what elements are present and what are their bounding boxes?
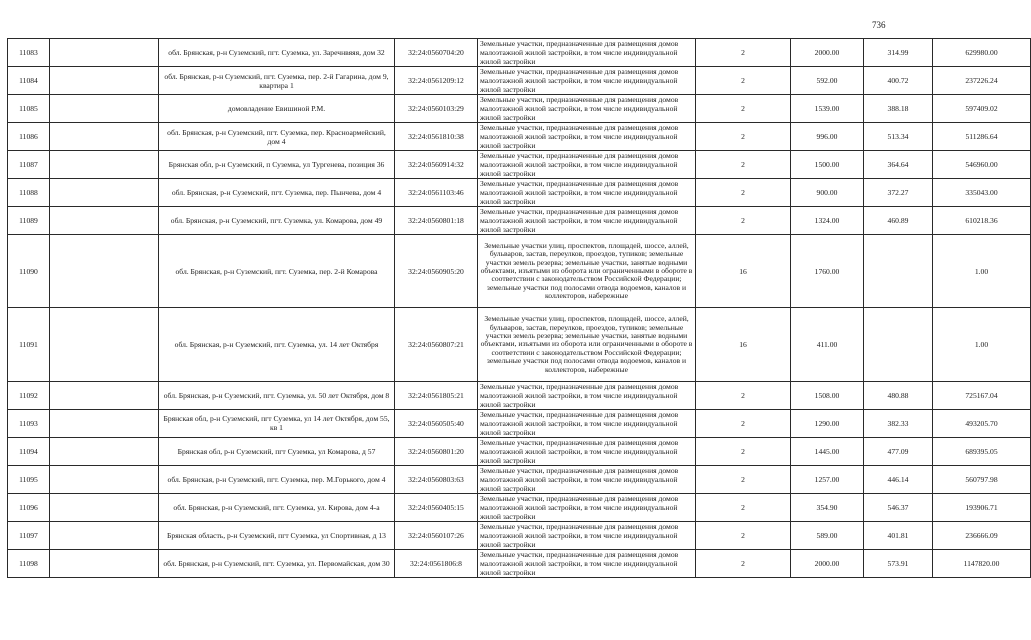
specific-value — [864, 308, 933, 381]
table-row — [8, 179, 1031, 207]
address-cell: обл. Брянская, р-н Суземский, пгт. Суземка, пер. 2-й Комарова — [159, 235, 395, 308]
record-number: 11087 — [8, 151, 50, 179]
address-cell: Брянская обл, р-н Суземский, пгт Суземка, ул Комарова, д 57 — [159, 437, 395, 465]
cadastral-number: 32:24:0561805:21 — [395, 381, 478, 409]
cadastral-value: 560797.98 — [933, 465, 1031, 493]
land-purpose: Земельные участки, предназначенные для размещения домов малоэтажной жилой застройки, в том числе индивидуальной жилой застройки — [478, 465, 696, 493]
cadastral-number: 32:24:0561103:46 — [395, 179, 478, 207]
address-cell: обл. Брянская, р-н Суземский, пгт. Суземка, пер. Пынчева, дом 4 — [159, 179, 395, 207]
group-code: 16 — [696, 308, 791, 381]
specific-value: 372.27 — [864, 179, 933, 207]
table-row — [8, 549, 1031, 577]
group-code: 2 — [696, 151, 791, 179]
cadastral-number: 32:24:0560801:18 — [395, 207, 478, 235]
cadastral-value: 511286.64 — [933, 123, 1031, 151]
cadastral-value: 629980.00 — [933, 39, 1031, 67]
empty-cell — [50, 95, 159, 123]
group-code: 2 — [696, 123, 791, 151]
land-area: 1290.00 — [791, 409, 864, 437]
group-code: 2 — [696, 549, 791, 577]
record-number: 11090 — [8, 235, 50, 308]
land-purpose: Земельные участки, предназначенные для размещения домов малоэтажной жилой застройки, в том числе индивидуальной жилой застройки — [478, 179, 696, 207]
group-code: 16 — [696, 235, 791, 308]
specific-value: 480.88 — [864, 381, 933, 409]
specific-value: 446.14 — [864, 465, 933, 493]
group-code: 2 — [696, 437, 791, 465]
cadastral-number: 32:24:0560803:63 — [395, 465, 478, 493]
land-area: 1324.00 — [791, 207, 864, 235]
land-purpose: Земельные участки, предназначенные для размещения домов малоэтажной жилой застройки, в том числе индивидуальной жилой застройки — [478, 521, 696, 549]
table-row — [8, 95, 1031, 123]
specific-value: 477.09 — [864, 437, 933, 465]
group-code: 2 — [696, 95, 791, 123]
empty-cell — [50, 179, 159, 207]
table-row — [8, 521, 1031, 549]
table-row — [8, 308, 1031, 381]
land-area: 411.00 — [791, 308, 864, 381]
cadastral-value: 689395.05 — [933, 437, 1031, 465]
cadastral-number: 32:24:0560905:20 — [395, 235, 478, 308]
specific-value: 513.34 — [864, 123, 933, 151]
table-body — [8, 39, 1031, 578]
table-row — [8, 437, 1031, 465]
empty-cell — [50, 409, 159, 437]
group-code: 2 — [696, 179, 791, 207]
table-row — [8, 207, 1031, 235]
empty-cell — [50, 207, 159, 235]
cadastral-value: 597409.02 — [933, 95, 1031, 123]
land-area: 1445.00 — [791, 437, 864, 465]
empty-cell — [50, 381, 159, 409]
table-row — [8, 123, 1031, 151]
record-number: 11096 — [8, 493, 50, 521]
specific-value: 460.89 — [864, 207, 933, 235]
record-number: 11094 — [8, 437, 50, 465]
cadastral-number: 32:24:0561806:8 — [395, 549, 478, 577]
land-purpose: Земельные участки, предназначенные для размещения домов малоэтажной жилой застройки, в том числе индивидуальной жилой застройки — [478, 123, 696, 151]
cadastral-number: 32:24:0560801:20 — [395, 437, 478, 465]
record-number: 11093 — [8, 409, 50, 437]
empty-cell — [50, 123, 159, 151]
cadastral-number: 32:24:0560704:20 — [395, 39, 478, 67]
cadastral-value: 493205.70 — [933, 409, 1031, 437]
land-purpose: Земельные участки, предназначенные для размещения домов малоэтажной жилой застройки, в том числе индивидуальной жилой застройки — [478, 39, 696, 67]
land-purpose: Земельные участки, предназначенные для размещения домов малоэтажной жилой застройки, в том числе индивидуальной жилой застройки — [478, 549, 696, 577]
land-area: 589.00 — [791, 521, 864, 549]
address-cell: обл. Брянская, р-н Суземский, пгт. Суземка, ул. Заречнвяяя, дом 32 — [159, 39, 395, 67]
cadastral-value: 236666.09 — [933, 521, 1031, 549]
table-row — [8, 67, 1031, 95]
land-purpose: Земельные участки, предназначенные для размещения домов малоэтажной жилой застройки, в том числе индивидуальной жилой застройки — [478, 409, 696, 437]
address-cell: Брянская обл, р-н Суземский, пгт Суземка, ул 14 лет Октября, дом 55, кв 1 — [159, 409, 395, 437]
table-row — [8, 381, 1031, 409]
address-cell: обл. Брянская, р-н Суземский, пгт. Суземка, пер. М.Горького, дом 4 — [159, 465, 395, 493]
specific-value: 364.64 — [864, 151, 933, 179]
land-purpose: Земельные участки, предназначенные для размещения домов малоэтажной жилой застройки, в том числе индивидуальной жилой застройки — [478, 151, 696, 179]
land-area: 354.90 — [791, 493, 864, 521]
cadastral-value: 1147820.00 — [933, 549, 1031, 577]
cadastral-number: 32:24:0560107:26 — [395, 521, 478, 549]
cadastral-number: 32:24:0560505:40 — [395, 409, 478, 437]
record-number: 11086 — [8, 123, 50, 151]
cadastral-number: 32:24:0560405:15 — [395, 493, 478, 521]
empty-cell — [50, 437, 159, 465]
land-area: 1257.00 — [791, 465, 864, 493]
address-cell: обл. Брянская, р-н Суземский, пгт. Суземка, ул. 50 лет Октября, дом 8 — [159, 381, 395, 409]
table-row — [8, 409, 1031, 437]
empty-cell — [50, 67, 159, 95]
cadastral-value: 610218.36 — [933, 207, 1031, 235]
cadastral-value: 193906.71 — [933, 493, 1031, 521]
address-cell: обл. Брянская, р-н Суземский, пгт. Суземка, ул. Первомайская, дом 30 — [159, 549, 395, 577]
empty-cell — [50, 151, 159, 179]
land-area: 996.00 — [791, 123, 864, 151]
group-code: 2 — [696, 493, 791, 521]
land-purpose: Земельные участки, предназначенные для размещения домов малоэтажной жилой застройки, в том числе индивидуальной жилой застройки — [478, 67, 696, 95]
empty-cell — [50, 493, 159, 521]
land-purpose: Земельные участки, предназначенные для размещения домов малоэтажной жилой застройки, в том числе индивидуальной жилой застройки — [478, 493, 696, 521]
record-number: 11091 — [8, 308, 50, 381]
specific-value: 388.18 — [864, 95, 933, 123]
address-cell: домовладение Евишиной Р.М. — [159, 95, 395, 123]
record-number: 11088 — [8, 179, 50, 207]
land-area: 900.00 — [791, 179, 864, 207]
specific-value: 401.81 — [864, 521, 933, 549]
land-purpose: Земельные участки, предназначенные для размещения домов малоэтажной жилой застройки, в том числе индивидуальной жилой застройки — [478, 207, 696, 235]
specific-value: 400.72 — [864, 67, 933, 95]
group-code: 2 — [696, 465, 791, 493]
group-code: 2 — [696, 409, 791, 437]
land-purpose: Земельные участки улиц, проспектов, площадей, шоссе, аллей, бульваров, застав, переулков, проездов, тупиков; земельные участки земель резерва; земельные участки, занятые водными объектами, изъятыми из оборота или ограниченными в обороте в соответствии с законодательством Российской Федерации; земельные участки под полосами отвода водоемов, каналов и коллекторов, набережные — [478, 235, 696, 308]
address-cell: обл. Брянская, р-н Суземский, пгт. Суземка, ул. Кирова, дом 4-а — [159, 493, 395, 521]
empty-cell — [50, 521, 159, 549]
cadastral-number: 32:24:0560914:32 — [395, 151, 478, 179]
table-row — [8, 39, 1031, 67]
page-number: 736 — [872, 20, 886, 30]
address-cell: Брянская обл, р-н Суземский, п Суземка, ул Тургенева, позиция 36 — [159, 151, 395, 179]
group-code: 2 — [696, 39, 791, 67]
cadastral-number: 32:24:0561209:12 — [395, 67, 478, 95]
specific-value: 314.99 — [864, 39, 933, 67]
table-row — [8, 151, 1031, 179]
land-purpose: Земельные участки, предназначенные для размещения домов малоэтажной жилой застройки, в том числе индивидуальной жилой застройки — [478, 95, 696, 123]
record-number: 11098 — [8, 549, 50, 577]
specific-value: 382.33 — [864, 409, 933, 437]
group-code: 2 — [696, 67, 791, 95]
specific-value: 546.37 — [864, 493, 933, 521]
cadastral-value: 1.00 — [933, 308, 1031, 381]
land-area: 1539.00 — [791, 95, 864, 123]
land-area: 1500.00 — [791, 151, 864, 179]
address-cell: обл. Брянская, р-н Суземский, пгт. Суземка, пер. 2-й Гагарина, дом 9, квартира 1 — [159, 67, 395, 95]
specific-value: 573.91 — [864, 549, 933, 577]
land-area: 2000.00 — [791, 39, 864, 67]
empty-cell — [50, 549, 159, 577]
cadastral-number: 32:24:0561810:38 — [395, 123, 478, 151]
address-cell: обл. Брянская, р-н Суземский, пгт. Суземка, ул. Комарова, дом 49 — [159, 207, 395, 235]
address-cell: обл. Брянская, р-н Суземский, пгт. Суземка, ул. 14 лет Октября — [159, 308, 395, 381]
record-number: 11084 — [8, 67, 50, 95]
cadastral-number: 32:24:0560103:29 — [395, 95, 478, 123]
cadastral-value-table — [7, 38, 1031, 578]
cadastral-number: 32:24:0560807:21 — [395, 308, 478, 381]
group-code: 2 — [696, 521, 791, 549]
record-number: 11097 — [8, 521, 50, 549]
record-number: 11089 — [8, 207, 50, 235]
cadastral-value: 237226.24 — [933, 67, 1031, 95]
cadastral-value: 1.00 — [933, 235, 1031, 308]
address-cell: обл. Брянская, р-н Суземский, пгт. Суземка, пер. Красноармейский, дом 4 — [159, 123, 395, 151]
cadastral-value: 335043.00 — [933, 179, 1031, 207]
record-number: 11092 — [8, 381, 50, 409]
cadastral-value: 725167.04 — [933, 381, 1031, 409]
land-area: 592.00 — [791, 67, 864, 95]
land-area: 1508.00 — [791, 381, 864, 409]
table-row — [8, 235, 1031, 308]
specific-value — [864, 235, 933, 308]
empty-cell — [50, 308, 159, 381]
record-number: 11095 — [8, 465, 50, 493]
cadastral-value: 546960.00 — [933, 151, 1031, 179]
group-code: 2 — [696, 381, 791, 409]
land-area: 1760.00 — [791, 235, 864, 308]
table-row — [8, 493, 1031, 521]
group-code: 2 — [696, 207, 791, 235]
land-area: 2000.00 — [791, 549, 864, 577]
empty-cell — [50, 465, 159, 493]
empty-cell — [50, 235, 159, 308]
land-purpose: Земельные участки улиц, проспектов, площадей, шоссе, аллей, бульваров, застав, переулков, проездов, тупиков; земельные участки земель резерва; земельные участки, занятые водными объектами, изъятыми из оборота или ограниченными в обороте в соответствии с законодательством Российской Федерации; земельные участки под полосами отвода водоемов, каналов и коллекторов, набережные — [478, 308, 696, 381]
record-number: 11083 — [8, 39, 50, 67]
record-number: 11085 — [8, 95, 50, 123]
land-purpose: Земельные участки, предназначенные для размещения домов малоэтажной жилой застройки, в том числе индивидуальной жилой застройки — [478, 437, 696, 465]
land-purpose: Земельные участки, предназначенные для размещения домов малоэтажной жилой застройки, в том числе индивидуальной жилой застройки — [478, 381, 696, 409]
table-row — [8, 465, 1031, 493]
empty-cell — [50, 39, 159, 67]
address-cell: Брянская область, р-н Суземский, пгт Суземка, ул Спортивная, д 13 — [159, 521, 395, 549]
